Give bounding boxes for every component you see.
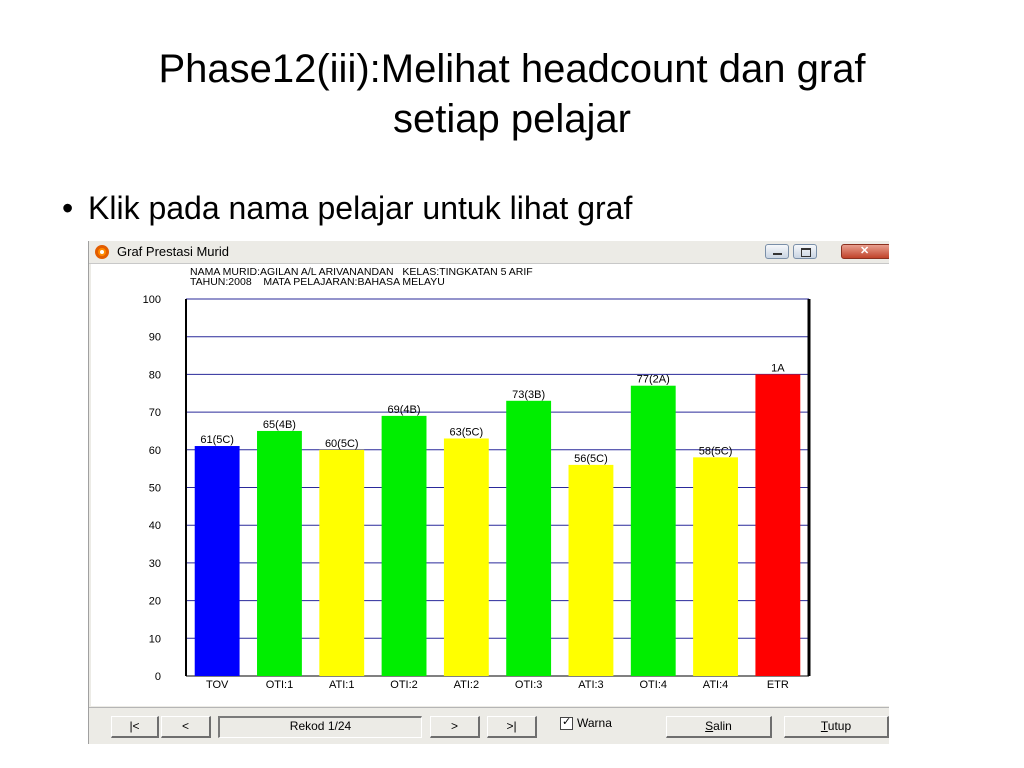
bar	[693, 457, 738, 676]
bar-data-label: 56(5C)	[574, 452, 608, 465]
bar-data-label: 60(5C)	[324, 437, 359, 450]
first-record-button[interactable]: |<	[111, 716, 159, 738]
y-tick-label: 10	[148, 633, 161, 646]
bullet-dot-icon: •	[62, 190, 74, 226]
maximize-button[interactable]	[793, 244, 817, 259]
minimize-button[interactable]	[765, 244, 789, 259]
y-tick-label: 0	[154, 671, 161, 683]
salin-button[interactable]	[666, 716, 772, 738]
tutup-button[interactable]	[784, 716, 889, 738]
close-window-button[interactable]	[841, 244, 889, 259]
slide-title-line2: setiap pelajar	[393, 97, 631, 141]
slide-title	[60, 44, 964, 144]
bar-data-label: 69(4B)	[387, 403, 421, 416]
y-tick-label: 90	[148, 331, 161, 344]
bar	[506, 401, 551, 676]
bar	[382, 416, 427, 676]
x-tick-label: ETR	[766, 679, 789, 691]
graf-prestasi-window	[88, 241, 889, 744]
window-title: Graf Prestasi Murid	[117, 244, 229, 259]
bar	[319, 450, 364, 676]
x-tick-label: ATI:4	[702, 679, 729, 691]
previous-record-button[interactable]: <	[161, 716, 211, 738]
y-tick-label: 100	[142, 294, 161, 306]
x-tick-label: OTI:1	[265, 679, 294, 691]
bar	[631, 386, 676, 676]
student-info-line: NAMA MURID:AGILAN A/L ARIVANANDAN KELAS:TINGKATAN 5 ARIF	[190, 266, 533, 278]
app-target-icon	[95, 245, 109, 259]
tutup-label-rest: utup	[827, 719, 852, 733]
bar-data-label: 58(5C)	[698, 445, 733, 458]
bullet-text: Klik pada nama pelajar untuk lihat graf	[88, 190, 633, 226]
bar-chart	[91, 264, 889, 706]
y-tick-label: 30	[148, 557, 161, 570]
slide-title-line1: Phase12(iii):Melihat headcount dan graf	[158, 47, 866, 91]
y-tick-label: 80	[148, 369, 161, 382]
slide-bullet	[62, 190, 632, 227]
y-tick-label: 40	[148, 520, 161, 533]
bar	[444, 438, 489, 676]
salin-mnemonic: S	[705, 719, 714, 733]
x-tick-label: ATI:1	[329, 679, 355, 691]
bar-data-label: 77(2A)	[636, 373, 670, 386]
bar-data-label: 1A	[771, 362, 785, 375]
bar-data-label: 61(5C)	[200, 434, 234, 447]
y-tick-label: 60	[148, 444, 161, 457]
navigation-toolbar	[89, 707, 889, 744]
warna-checkbox[interactable]	[560, 716, 612, 738]
x-tick-label: TOV	[205, 679, 229, 691]
chart-area	[91, 264, 889, 706]
salin-label-rest: alin	[713, 719, 732, 733]
x-tick-label: OTI:3	[514, 679, 543, 691]
x-tick-label: OTI:4	[639, 679, 668, 691]
x-tick-label: OTI:2	[390, 679, 418, 691]
bar	[569, 465, 614, 676]
bar-data-label: 73(3B)	[512, 388, 546, 401]
y-tick-label: 50	[148, 482, 161, 495]
y-tick-label: 20	[148, 595, 161, 608]
x-tick-label: ATI:2	[453, 679, 480, 691]
bar-data-label: 63(5C)	[449, 426, 484, 439]
window-titlebar[interactable]	[89, 241, 889, 264]
bar	[755, 374, 800, 676]
warna-check-icon[interactable]	[560, 717, 573, 730]
subject-info-line: TAHUN:2008 MATA PELAJARAN:BAHASA MELAYU	[190, 276, 445, 288]
next-record-button[interactable]: >	[430, 716, 480, 738]
last-record-button[interactable]: >|	[487, 716, 537, 738]
y-tick-label: 70	[148, 407, 161, 420]
bar-data-label: 65(4B)	[262, 418, 296, 431]
x-tick-label: ATI:3	[578, 679, 604, 691]
tutup-mnemonic: T	[820, 719, 828, 733]
record-indicator: Rekod 1/24	[218, 716, 422, 738]
bar	[195, 446, 240, 676]
bar	[257, 431, 302, 676]
warna-label: Warna	[577, 716, 612, 730]
